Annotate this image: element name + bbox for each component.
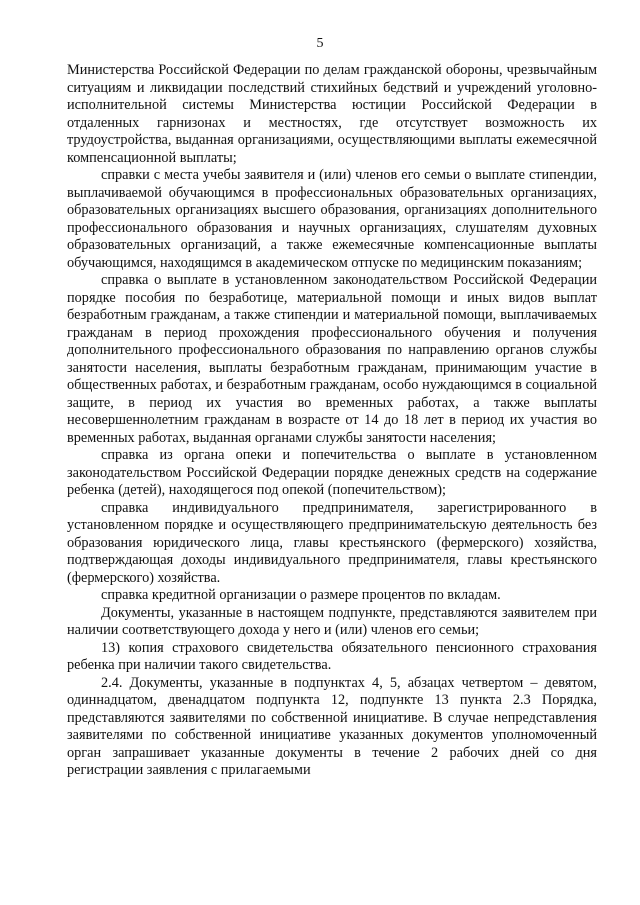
paragraph-item-13: 13) копия страхового свидетельства обязательного пенсионного страхования ребенка при наличии такого свидетельства. — [67, 639, 597, 673]
paragraph-study-certificate: справки с места учебы заявителя и (или) членов его семьи о выплате стипендии, выплачиваемой обучающимся в профессиональных образовательных организациях, образовательных организациях высшего образования, организациях дополнительного профессионального образования и научных организациях, слушателям духовных образовательных организаций, а также ежемесячные компенсационные выплаты обучающимся, находящимся в академическом отпуске по медицинским показаниям; — [67, 167, 597, 271]
paragraph-continuation: Министерства Российской Федерации по делам гражданской обороны, чрезвычайным ситуациям и ликвидации последствий стихийных бедствий и учреждений уголовно-исполнительной системы Министерства юстиции Российской Федерации в отдаленных гарнизонах и местностях, где отсутствует возможность их трудоустройства, выданная организациями, осуществляющими выплаты ежемесячной компенсационной выплаты; — [67, 62, 597, 166]
paragraph-guardianship-certificate: справка из органа опеки и попечительства о выплате в установленном законодательством Российской Федерации порядке денежных средств на содержание ребенка (детей), находящегося под опекой (попечительством); — [67, 447, 597, 498]
paragraph-unemployment-certificate: справка о выплате в установленном законодательством Российской Федерации порядке пособия по безработице, материальной помощи и иных видов выплат безработным гражданам, а также стипендии и материальной помощи, выплачиваемых гражданам в период прохождения профессионального обучения и получения дополнительного профессионального образования по направлению органов службы занятости населения, выплаты безработным гражданам, принимающим участие в общественных работах, и безработным гражданам, особо нуждающимся в социальной защите, в период их участия во временных работах, а также выплаты несовершеннолетним гражданам в возрасте от 14 до 18 лет в период их участия во временных работах, выданная органами службы занятости населения; — [67, 272, 597, 446]
page-number: 5 — [316, 36, 324, 51]
paragraph-bank-certificate: справка кредитной организации о размере процентов по вкладам. — [101, 587, 501, 603]
paragraph-entrepreneur-certificate: справка индивидуального предпринимателя, зарегистрированного в установленном порядке и осуществляющего предпринимательскую деятельность без образования юридического лица, главы крестьянского (фермерского) хозяйства, подтверждающая доходы индивидуального предпринимателя, главы крестьянского (фермерского) хозяйства. — [67, 499, 597, 586]
document-body — [67, 62, 597, 780]
paragraph-documents-note: Документы, указанные в настоящем подпункте, представляются заявителем при наличии соответствующего дохода у него и (или) членов его семьи; — [67, 604, 597, 638]
paragraph-section-2-4: 2.4. Документы, указанные в подпунктах 4, 5, абзацах четвертом – девятом, одиннадцатом, двенадцатом подпункта 12, подпункте 13 пункта 2.3 Порядка, представляются заявителями по собственной инициативе. В случае непредставления заявителями по собственной инициативе указанных документов уполномоченный орган запрашивает указанные документы в течение 2 рабочих дней со дня регистрации заявления с прилагаемыми — [67, 674, 597, 778]
